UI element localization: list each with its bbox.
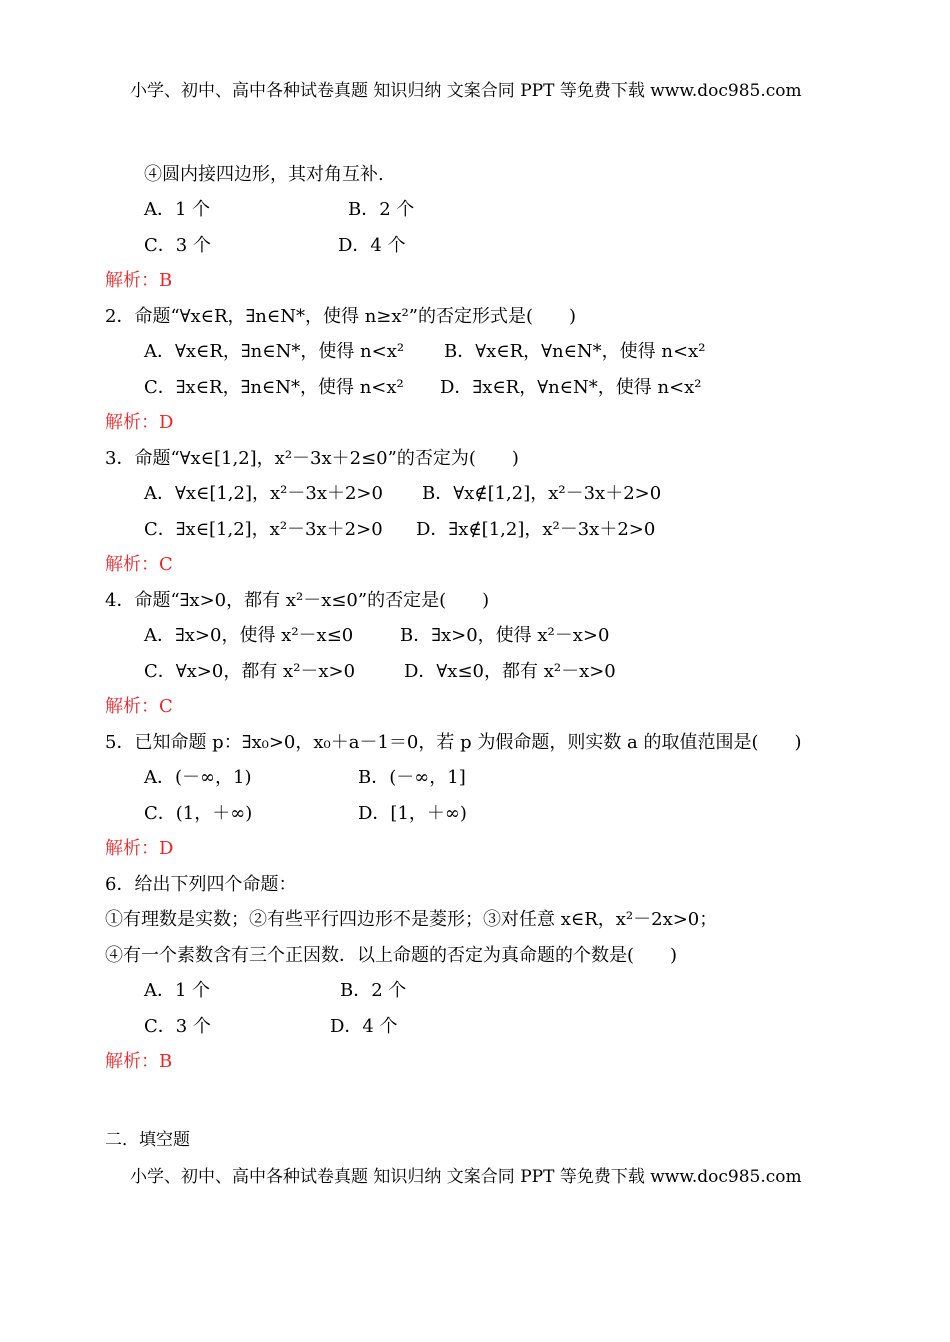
q2-option-d: D．∃x∈R，∀n∈N*，使得 n<x² (440, 377, 702, 398)
q4-option-d: D．∀x≤0，都有 x²－x>0 (404, 661, 616, 682)
q1-item-4: ④圆内接四边形，其对角互补. (144, 164, 384, 185)
section-fill-in-heading: 二．填空题 (105, 1130, 190, 1150)
q2-option-c: C．∃x∈R，∃n∈N*，使得 n<x² (144, 377, 404, 398)
q5-option-c: C．(1，＋∞) (144, 803, 253, 824)
q6-option-a: A．1 个 (144, 980, 211, 1001)
q3-answer: 解析：C (105, 554, 173, 575)
q3-option-d: D．∃x∉[1,2]，x²－3x＋2>0 (416, 519, 656, 540)
q4-option-b: B．∃x>0，使得 x²－x>0 (400, 625, 610, 646)
page-footer: 小学、初中、高中各种试卷真题 知识归纳 文案合同 PPT 等免费下载 www.doc985.com (130, 1167, 802, 1187)
q4-stem: 4．命题“∃x>0，都有 x²－x≤0”的否定是( ) (105, 590, 490, 611)
q2-option-a: A．∀x∈R，∃n∈N*，使得 n<x² (144, 341, 405, 362)
q3-stem: 3．命题“∀x∈[1,2]，x²－3x＋2≤0”的否定为( ) (105, 448, 519, 469)
q6-statements-1: ①有理数是实数；②有些平行四边形不是菱形；③对任意 x∈R，x²－2x>0； (105, 909, 718, 930)
q1-option-a: A．1 个 (144, 199, 211, 220)
q6-option-d: D．4 个 (330, 1016, 398, 1037)
q5-option-d: D．[1，＋∞) (358, 803, 467, 824)
q6-statements-2: ④有一个素数含有三个正因数．以上命题的否定为真命题的个数是( ) (105, 945, 678, 966)
q1-option-b: B．2 个 (348, 199, 415, 220)
q4-option-c: C．∀x>0，都有 x²－x>0 (144, 661, 356, 682)
q4-option-a: A．∃x>0，使得 x²－x≤0 (144, 625, 354, 646)
q2-stem: 2．命题“∀x∈R，∃n∈N*，使得 n≥x²”的否定形式是( ) (105, 306, 576, 327)
q6-option-b: B．2 个 (340, 980, 407, 1001)
q5-option-a: A．(－∞，1) (144, 767, 252, 788)
q3-option-c: C．∃x∈[1,2]，x²－3x＋2>0 (144, 519, 383, 540)
q1-option-c: C．3 个 (144, 235, 211, 256)
q3-option-b: B．∀x∉[1,2]，x²－3x＋2>0 (422, 483, 662, 504)
q6-option-c: C．3 个 (144, 1016, 211, 1037)
q3-option-a: A．∀x∈[1,2]，x²－3x＋2>0 (144, 483, 383, 504)
q2-answer: 解析：D (105, 412, 174, 433)
q2-option-b: B．∀x∈R，∀n∈N*，使得 n<x² (444, 341, 706, 362)
q5-answer: 解析：D (105, 838, 174, 859)
q6-stem: 6．给出下列四个命题： (105, 874, 297, 895)
q5-option-b: B．(－∞，1] (358, 767, 466, 788)
q5-stem: 5．已知命题 p：∃x₀>0，x₀＋a－1＝0，若 p 为假命题，则实数 a 的取值范围是( ) (105, 732, 802, 753)
q1-answer: 解析：B (105, 270, 173, 291)
q4-answer: 解析：C (105, 696, 173, 717)
q6-answer: 解析：B (105, 1051, 173, 1072)
page-header: 小学、初中、高中各种试卷真题 知识归纳 文案合同 PPT 等免费下载 www.doc985.com (130, 81, 802, 101)
q1-option-d: D．4 个 (338, 235, 406, 256)
